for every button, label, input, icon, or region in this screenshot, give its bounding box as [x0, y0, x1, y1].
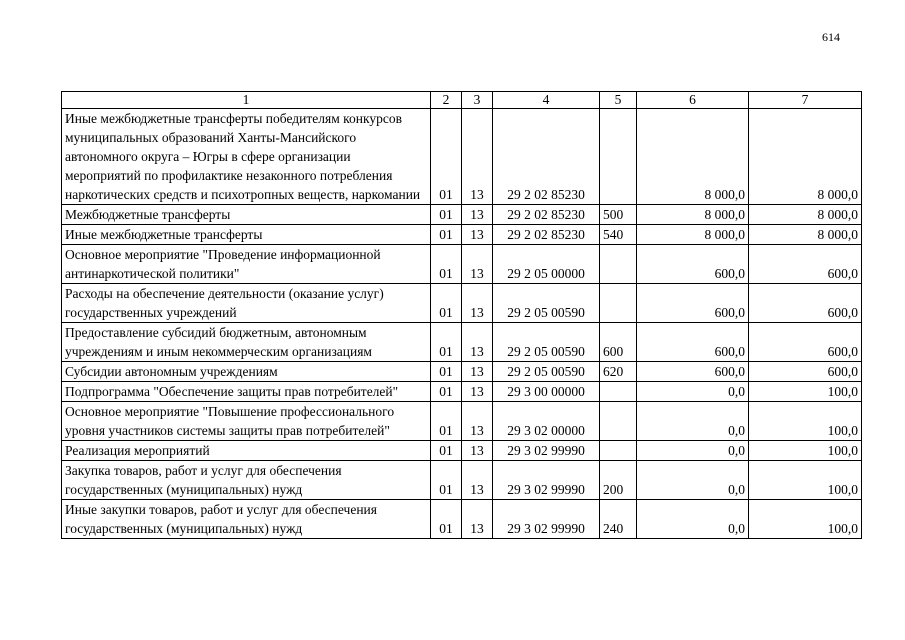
table-row: [62, 461, 862, 500]
row-amount-1: 0,0: [637, 382, 749, 402]
row-amount-1: 0,0: [637, 461, 749, 500]
row-expense-type: [600, 402, 637, 441]
row-subsection: 13: [462, 323, 493, 362]
row-name: Основное мероприятие "Проведение информационной антинаркотической политики": [62, 245, 431, 284]
row-target-code: 29 2 05 00590: [493, 362, 600, 382]
row-amount-2: 100,0: [749, 382, 862, 402]
row-expense-type: [600, 382, 637, 402]
row-amount-2: 600,0: [749, 362, 862, 382]
row-subsection: 13: [462, 362, 493, 382]
row-amount-1: 0,0: [637, 402, 749, 441]
row-target-code: 29 3 02 99990: [493, 500, 600, 539]
row-amount-1: 8 000,0: [637, 205, 749, 225]
row-section: 01: [431, 225, 462, 245]
page-number: 614: [822, 30, 840, 44]
row-expense-type: 600: [600, 323, 637, 362]
header-col-1: 1: [62, 92, 431, 109]
row-expense-type: 200: [600, 461, 637, 500]
table-row: [62, 500, 862, 539]
row-target-code: 29 2 05 00590: [493, 284, 600, 323]
row-amount-2: 100,0: [749, 461, 862, 500]
row-expense-type: 240: [600, 500, 637, 539]
row-expense-type: 540: [600, 225, 637, 245]
row-target-code: 29 2 02 85230: [493, 205, 600, 225]
row-expense-type: 500: [600, 205, 637, 225]
row-section: 01: [431, 245, 462, 284]
row-target-code: 29 2 05 00590: [493, 323, 600, 362]
row-amount-2: 600,0: [749, 245, 862, 284]
row-subsection: 13: [462, 461, 493, 500]
row-amount-1: 600,0: [637, 323, 749, 362]
row-amount-2: 600,0: [749, 323, 862, 362]
row-target-code: 29 3 02 99990: [493, 441, 600, 461]
row-target-code: 29 3 02 00000: [493, 402, 600, 441]
table-row: [62, 284, 862, 323]
row-section: 01: [431, 402, 462, 441]
row-name: Подпрограмма "Обеспечение защиты прав потребителей": [62, 382, 431, 402]
row-expense-type: [600, 441, 637, 461]
row-expense-type: [600, 109, 637, 205]
table-row: [62, 382, 862, 402]
row-section: 01: [431, 323, 462, 362]
row-section: 01: [431, 382, 462, 402]
row-expense-type: 620: [600, 362, 637, 382]
row-section: 01: [431, 109, 462, 205]
row-amount-1: 0,0: [637, 441, 749, 461]
row-name: Закупка товаров, работ и услуг для обеспечения государственных (муниципальных) нужд: [62, 461, 431, 500]
table-row: [62, 205, 862, 225]
row-subsection: 13: [462, 205, 493, 225]
header-col-3: 3: [462, 92, 493, 109]
row-amount-2: 100,0: [749, 402, 862, 441]
header-col-5: 5: [600, 92, 637, 109]
row-target-code: 29 2 02 85230: [493, 225, 600, 245]
row-subsection: 13: [462, 245, 493, 284]
row-target-code: 29 2 05 00000: [493, 245, 600, 284]
row-subsection: 13: [462, 284, 493, 323]
row-expense-type: [600, 245, 637, 284]
row-amount-1: 8 000,0: [637, 225, 749, 245]
table-row: [62, 109, 862, 205]
row-name: Межбюджетные трансферты: [62, 205, 431, 225]
row-amount-1: 8 000,0: [637, 109, 749, 205]
row-name: Субсидии автономным учреждениям: [62, 362, 431, 382]
row-subsection: 13: [462, 225, 493, 245]
row-section: 01: [431, 441, 462, 461]
header-row: [62, 92, 862, 109]
row-subsection: 13: [462, 441, 493, 461]
row-subsection: 13: [462, 402, 493, 441]
row-amount-1: 600,0: [637, 245, 749, 284]
header-col-7: 7: [749, 92, 862, 109]
row-amount-2: 8 000,0: [749, 205, 862, 225]
header-col-4: 4: [493, 92, 600, 109]
row-subsection: 13: [462, 382, 493, 402]
row-amount-2: 100,0: [749, 441, 862, 461]
row-subsection: 13: [462, 109, 493, 205]
table-row: [62, 245, 862, 284]
row-section: 01: [431, 461, 462, 500]
table-row: [62, 441, 862, 461]
row-subsection: 13: [462, 500, 493, 539]
row-amount-1: 600,0: [637, 284, 749, 323]
budget-table: [61, 91, 862, 539]
row-amount-2: 8 000,0: [749, 225, 862, 245]
row-name: Иные закупки товаров, работ и услуг для обеспечения государственных (муниципальных) нужд: [62, 500, 431, 539]
row-name: Иные межбюджетные трансферты победителям конкурсов муниципальных образований Ханты-Мансийского автономного округа – Югры в сфере организации мероприятий по профилактике незаконного потребления наркотических средств и психотропных веществ, наркомании: [62, 109, 431, 205]
row-amount-2: 100,0: [749, 500, 862, 539]
table-row: [62, 362, 862, 382]
row-amount-1: 0,0: [637, 500, 749, 539]
row-section: 01: [431, 284, 462, 323]
row-amount-1: 600,0: [637, 362, 749, 382]
row-section: 01: [431, 500, 462, 539]
row-target-code: 29 3 02 99990: [493, 461, 600, 500]
row-name: Предоставление субсидий бюджетным, автономным учреждениям и иным некоммерческим организациям: [62, 323, 431, 362]
row-name: Расходы на обеспечение деятельности (оказание услуг) государственных учреждений: [62, 284, 431, 323]
header-col-2: 2: [431, 92, 462, 109]
row-amount-2: 8 000,0: [749, 109, 862, 205]
row-name: Основное мероприятие "Повышение профессионального уровня участников системы защиты прав потребителей": [62, 402, 431, 441]
row-amount-2: 600,0: [749, 284, 862, 323]
row-section: 01: [431, 205, 462, 225]
row-target-code: 29 3 00 00000: [493, 382, 600, 402]
table-row: [62, 323, 862, 362]
row-target-code: 29 2 02 85230: [493, 109, 600, 205]
table-row: [62, 402, 862, 441]
table-row: [62, 225, 862, 245]
row-name: Реализация мероприятий: [62, 441, 431, 461]
row-name: Иные межбюджетные трансферты: [62, 225, 431, 245]
header-col-6: 6: [637, 92, 749, 109]
row-expense-type: [600, 284, 637, 323]
row-section: 01: [431, 362, 462, 382]
